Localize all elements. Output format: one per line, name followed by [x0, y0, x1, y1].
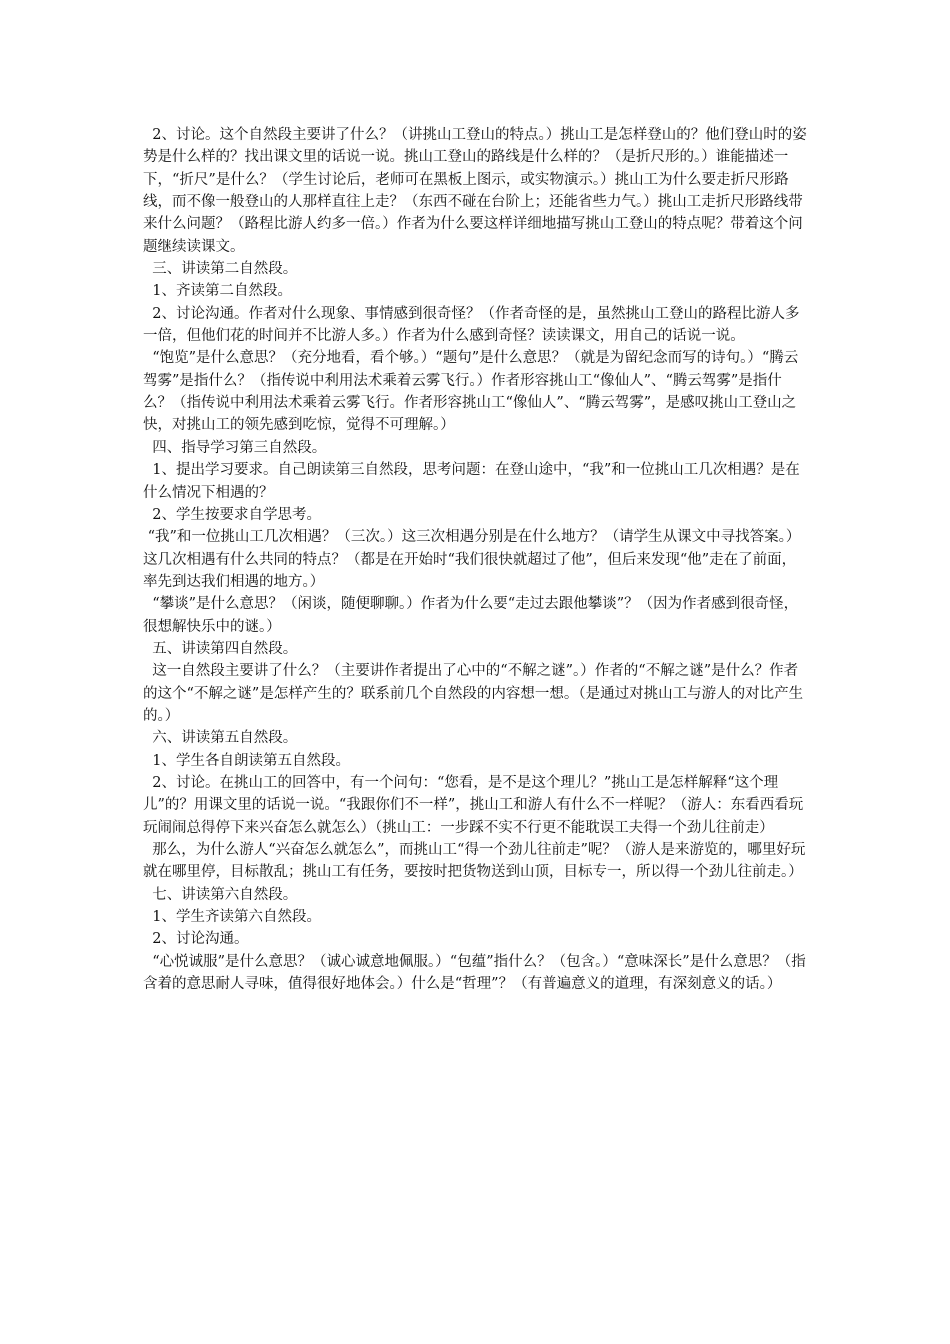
paragraph: “心悦诚服”是什么意思？（诚心诚意地佩服。）“包蕴”指什么？（包含。）“意味深长”是什么意思？（指含着的意思耐人寻味，值得很好地体会。）什么是“哲理”？（有普遍意义的道理，有深刻意义的话。） — [143, 953, 806, 993]
paragraph: 2、学生按要求自学思考。 — [143, 506, 321, 523]
paragraph: 这一自然段主要讲了什么？（主要讲作者提出了心中的“不解之谜”。）作者的“不解之谜”是什么？作者的这个“不解之谜”是怎样产生的？联系前几个自然段的内容想一想。（是通过对挑山工与游人的对比产生的。） — [143, 663, 804, 724]
paragraph: “饱览”是什么意思？（充分地看，看个够。）“题句”是什么意思？（就是为留纪念而写的诗句。）“腾云驾雾”是指什么？（指传说中利用法术乘着云雾飞行。）作者形容挑山工“像仙人”、“腾云驾雾”是指什么？（指传说中利用法术乘着云雾飞行。作者形容挑山工“像仙人”、“腾云驾雾”，是感叹挑山工登山之快，对挑山工的领先感到吃惊，觉得不可理解。） — [143, 350, 799, 434]
section-heading: 五、讲读第四自然段。 — [143, 640, 298, 657]
document-page — [143, 124, 807, 995]
paragraph: 2、讨论沟通。 — [143, 931, 249, 948]
paragraph: 那么，为什么游人“兴奋怎么就怎么”，而挑山工“得一个劲儿往前走”呢？（游人是来游览的，哪里好玩就在哪里停，目标散乱；挑山工有任务，要按时把货物送到山顶，目标专一，所以得一个劲儿往前走。） — [143, 842, 806, 881]
paragraph: 2、讨论。这个自然段主要讲了什么？（讲挑山工登山的特点。）挑山工是怎样登山的？他们登山时的姿势是什么样的？找出课文里的话说一说。挑山工登山的路线是什么样的？（是折尺形的。）谁能描述一下，“折尺”是什么？（学生讨论后，老师可在黑板上图示，或实物演示。）挑山工为什么要走折尺形路线，而不像一般登山的人那样直往上走？（东西不碰在台阶上；还能省些力气。）挑山工走折尺形路线带来什么问题？（路程比游人约多一倍。）作者为什么要这样详细地描写挑山工登山的特点呢？带着这个问题继续读课文。 — [143, 127, 807, 255]
section-heading: 三、讲读第二自然段。 — [143, 261, 298, 278]
paragraph: 1、齐读第二自然段。 — [143, 283, 292, 300]
paragraph: 1、学生各自朗读第五自然段。 — [143, 752, 350, 769]
paragraph: “攀谈”是什么意思？（闲谈，随便聊聊。）作者为什么要“走过去跟他攀谈”？（因为作者感到很奇怪，很想解快乐中的谜。） — [143, 596, 799, 635]
paragraph: 1、提出学习要求。自己朗读第三自然段，思考问题：在登山途中，“我”和一位挑山工几次相遇？是在什么情况下相遇的？ — [143, 462, 800, 501]
paragraph: 2、讨论沟通。作者对什么现象、事情感到很奇怪？（作者奇怪的是，虽然挑山工登山的路程比游人多一倍，但他们花的时间并不比游人多。）作者为什么感到奇怪？读读课文，用自己的话说一说。 — [143, 305, 800, 345]
section-heading: 七、讲读第六自然段。 — [143, 886, 298, 903]
paragraph: 2、讨论。在挑山工的回答中，有一个问句：“您看，是不是这个理儿？”挑山工是怎样解释“这个理儿”的？用课文里的话说一说。“我跟你们不一样”，挑山工和游人有什么不一样呢？（游人：东看西看玩玩闹闹总得停下来兴奋怎么就怎么）（挑山工：一步踩不实不行更不能耽误工夫得一个劲儿往前走） — [143, 774, 804, 836]
paragraph: 1、学生齐读第六自然段。 — [143, 909, 321, 926]
section-heading: 四、指导学习第三自然段。 — [143, 439, 327, 456]
paragraph: “我”和一位挑山工几次相遇？（三次。）这三次相遇分别是在什么地方？（请学生从课文中寻找答案。）这几次相遇有什么共同的特点？（都是在开始时“我们很快就超过了他”，但后来发现“他”走在了前面，率先到达我们相遇的地方。） — [143, 529, 801, 590]
section-heading: 六、讲读第五自然段。 — [143, 730, 298, 747]
